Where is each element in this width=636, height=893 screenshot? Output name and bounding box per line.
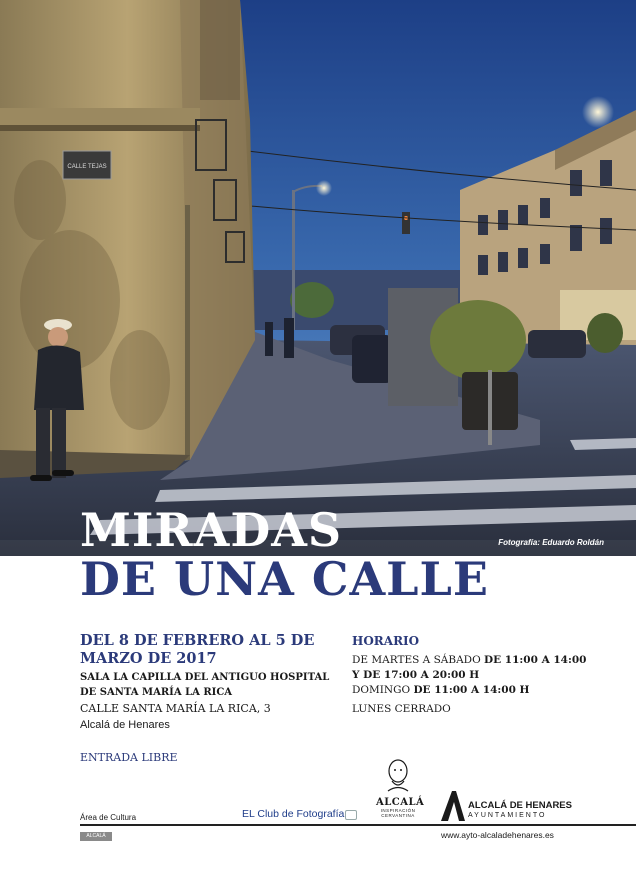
title-line-1: MIRADAS bbox=[80, 503, 343, 557]
mini-logo: ALCALÁ bbox=[80, 832, 112, 841]
venue-address: CALLE SANTA MARÍA LA RICA, 3 bbox=[80, 702, 271, 715]
alcala-logo-sub2: CERVANTINA bbox=[381, 813, 415, 818]
club-fotografia-logo: EL Club de Fotografía bbox=[242, 808, 345, 820]
schedule-line-sunday bbox=[352, 683, 592, 698]
alcala-logo-name: ALCALÁ bbox=[376, 797, 425, 808]
schedule-heading: HORARIO bbox=[352, 634, 420, 648]
website-link[interactable]: www.ayto-alcaladehenares.es bbox=[441, 830, 554, 840]
ayto-name: ALCALÁ DE HENARES bbox=[468, 800, 572, 811]
schedule-details bbox=[352, 653, 592, 717]
a-monogram-icon bbox=[440, 790, 466, 822]
ayto-subtitle: AYUNTAMIENTO bbox=[468, 812, 547, 819]
footer-divider bbox=[80, 824, 636, 826]
area-cultura-label: Área de Cultura bbox=[80, 813, 137, 822]
schedule-line-closed: LUNES CERRADO bbox=[352, 703, 451, 715]
alcala-logo-sub1: INSPIRACIÓN bbox=[380, 808, 416, 813]
title-line-2: DE UNA CALLE bbox=[80, 552, 489, 606]
schedule-hours: DE 11:00 A 14:00 H bbox=[413, 684, 530, 696]
alcala-inspiracion-logo bbox=[376, 757, 425, 818]
schedule-days: DOMINGO bbox=[352, 684, 414, 696]
cervantes-portrait-icon bbox=[383, 757, 413, 793]
photo-credit: Fotografía: Eduardo Roldán bbox=[498, 538, 604, 547]
schedule-hours: DE 11:00 A 14:00 Y DE 17:00 A 20:00 H bbox=[352, 654, 587, 681]
entry-info: ENTRADA LIBRE bbox=[80, 751, 178, 764]
ayuntamiento-logo bbox=[440, 790, 572, 826]
schedule-line-weekdays bbox=[352, 653, 592, 683]
street-sign-text: CALLE TEJAS bbox=[67, 164, 107, 170]
venue-city: Alcalá de Henares bbox=[80, 719, 170, 731]
schedule-days: DE MARTES A SÁBADO bbox=[352, 654, 485, 666]
venue-name: SALA LA CAPILLA DEL ANTIGUO HOSPITAL DE SANTA MARÍA LA RICA bbox=[80, 672, 330, 698]
exhibition-dates: DEL 8 DE FEBRERO AL 5 DE MARZO DE 2017 bbox=[80, 632, 315, 667]
camera-icon bbox=[345, 810, 357, 820]
